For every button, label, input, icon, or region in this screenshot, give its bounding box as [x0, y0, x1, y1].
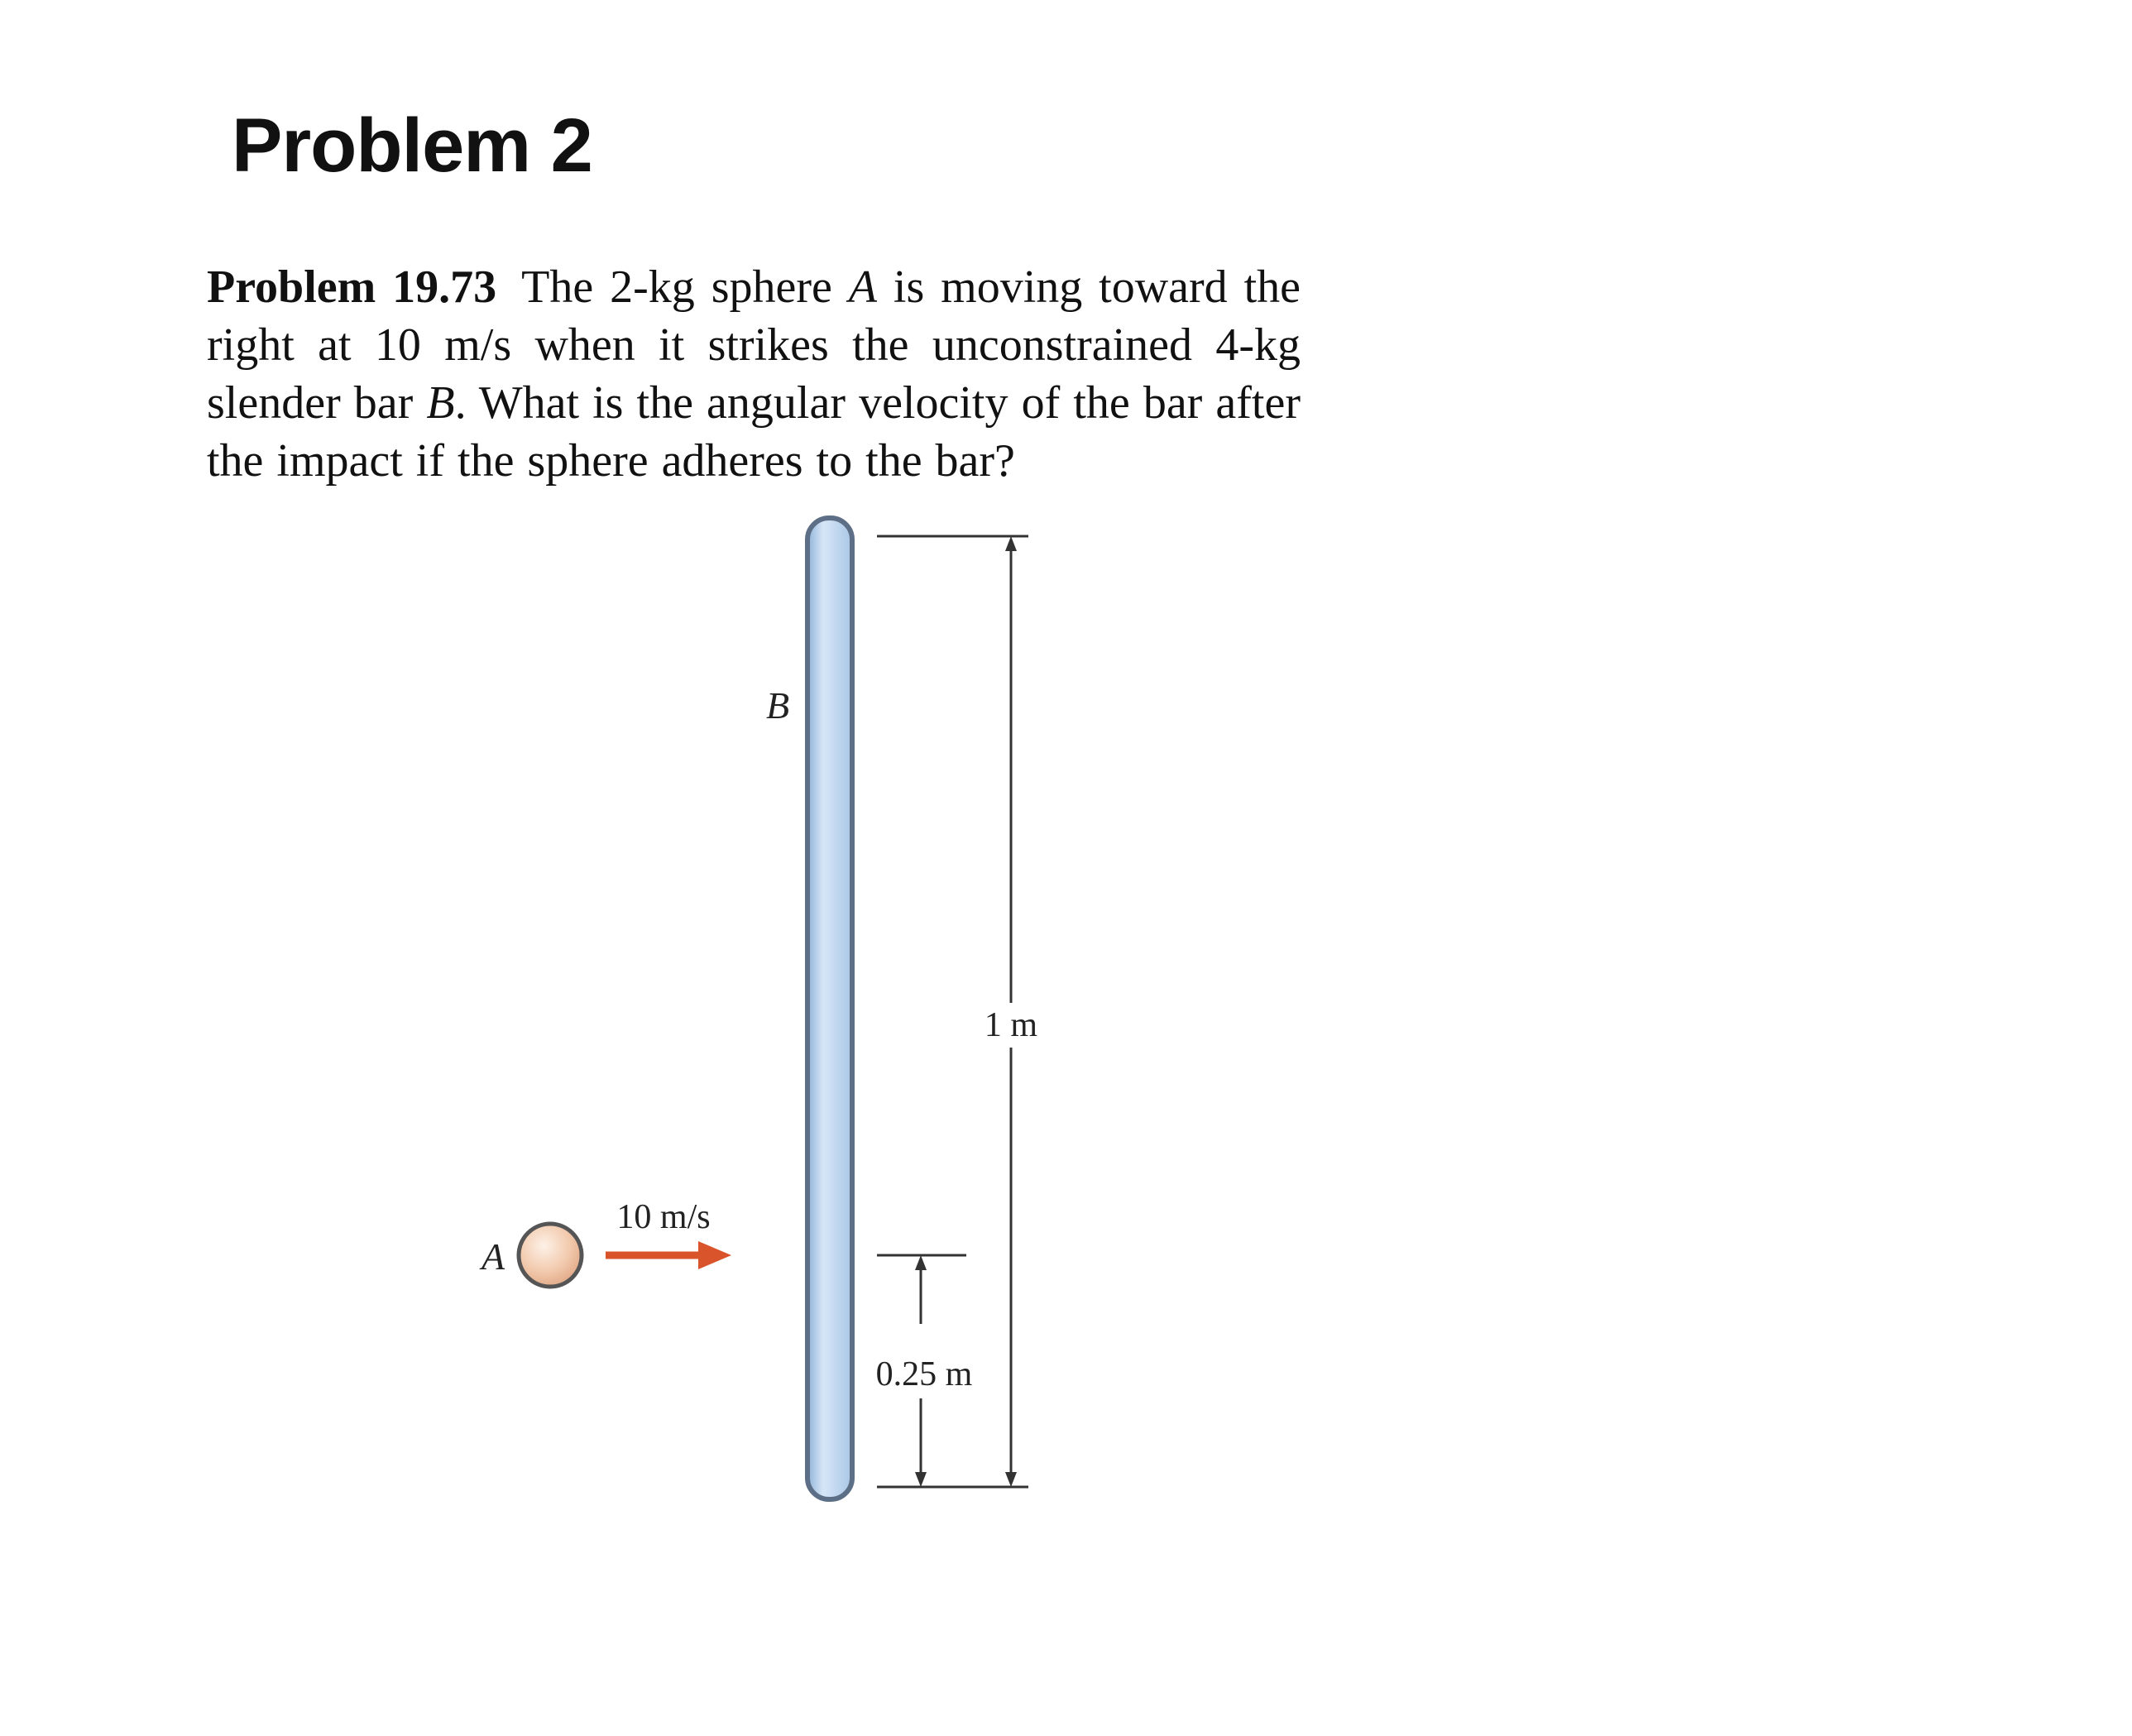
offset-arrow-top: [915, 1255, 927, 1270]
length-arrow-bottom: [1005, 1472, 1017, 1487]
problem-number: Problem 19.73: [207, 261, 497, 313]
velocity-arrow-head: [698, 1241, 731, 1269]
length-arrow-top: [1005, 536, 1017, 551]
problem-text-1: The 2-kg sphere: [521, 261, 849, 313]
velocity-label: 10 m/s: [616, 1198, 711, 1236]
length-label: 1 m: [984, 1006, 1038, 1044]
problem-text-2: is moving toward the right at 10 m/s when it strikes the unconstrained 4-kg slender bar: [207, 261, 1301, 429]
page-heading: Problem 2: [232, 103, 592, 188]
sphere-label: A: [481, 1235, 505, 1278]
problem-text-3: . What is the angular velocity of the bar after the impact if the sphere adheres to the bar?: [207, 377, 1301, 487]
sphere-ref: A: [848, 261, 877, 313]
offset-label: 0.25 m: [875, 1355, 973, 1393]
sphere: [519, 1224, 582, 1287]
offset-arrow-bottom: [915, 1472, 927, 1487]
slender-bar: [807, 518, 852, 1499]
bar-ref: B: [426, 377, 455, 429]
bar-label: B: [765, 684, 790, 727]
